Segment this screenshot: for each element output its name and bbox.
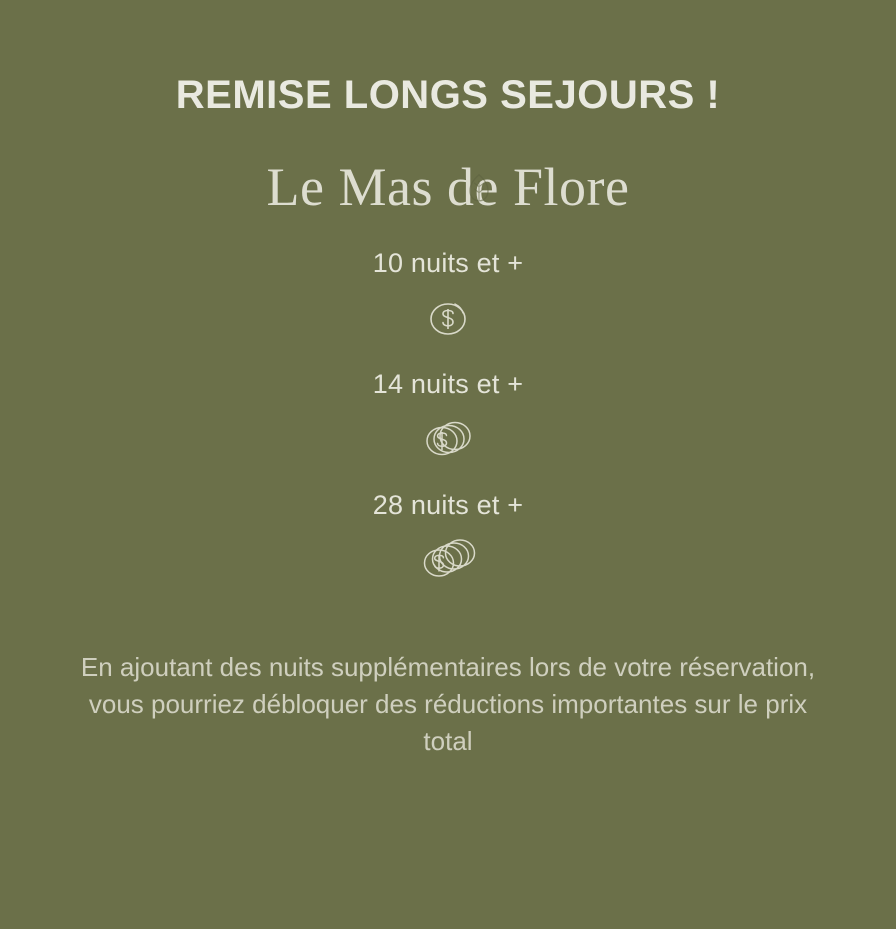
footer-note: En ajoutant des nuits supplémentaires lors de votre réservation, vous pourriez débloquer des réductions importantes sur le prix total: [80, 652, 816, 756]
page-title: REMISE LONGS SEJOURS !: [175, 73, 721, 117]
brand-name: Le Mas de Flore: [266, 157, 630, 217]
tier-item: [373, 248, 523, 343]
coins-icon: [419, 412, 477, 464]
leaf-icon: [466, 158, 492, 212]
tier-label: 10 nuits et +: [372, 248, 524, 278]
tier-label: 14 nuits et +: [372, 369, 524, 399]
tier-list: [0, 248, 896, 585]
coins-stack-icon: [417, 533, 479, 585]
tier-label: 28 nuits et +: [372, 490, 524, 520]
tier-item: [373, 369, 523, 464]
tier-item: [373, 490, 523, 585]
brand-name-wrapper: [266, 157, 630, 217]
coin-icon: [423, 291, 473, 343]
